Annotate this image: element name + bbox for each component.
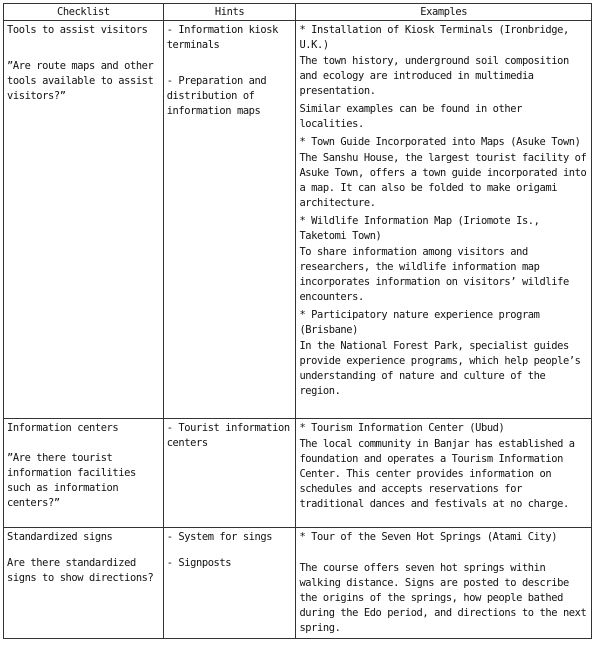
hint-item: - Tourist information centers <box>166 422 290 449</box>
hint-item: - Information kiosk terminals <box>166 24 278 51</box>
example-text: In the National Forest Park, specialist guides provide experience programs, which help people’s understanding of nature and culture of the region. <box>299 340 581 397</box>
checklist-question: Are there standardized signs to show directions? <box>7 557 154 584</box>
example-text: Similar examples can be found in other localities. <box>299 103 522 130</box>
example-text: The Sanshu House, the largest tourist facility of Asuke Town, offers a town guide incorporated into a map. It can also be folded to make origami architecture. <box>299 152 587 209</box>
checklist-question: ”Are there tourist information facilities such as information centers?” <box>7 452 136 509</box>
checklist-cell <box>4 21 164 419</box>
checklist-title: Information centers <box>7 422 119 434</box>
example-text: To share information among visitors and researchers, the wildlife information map incorporates information on visitors’ wildlife encounters. <box>299 246 569 303</box>
checklist-cell <box>4 528 164 639</box>
example-title: * Installation of Kiosk Terminals (Ironbridge, U.K.) <box>299 24 569 51</box>
example-text: The course offers seven hot springs within walking distance. Signs are posted to describe the origins of the springs, how people bathed during the Edo period, and directions to the next spring. <box>299 562 587 634</box>
checklist-table <box>3 3 592 639</box>
header-examples: Examples <box>296 4 592 21</box>
example-title: * Participatory nature experience program (Brisbane) <box>299 309 540 336</box>
examples-cell <box>296 419 592 528</box>
examples-cell <box>296 21 592 419</box>
example-title: * Town Guide Incorporated into Maps (Asuke Town) <box>299 136 581 148</box>
hint-item: - System for sings <box>166 531 273 543</box>
example-text: The local community in Banjar has established a foundation and operates a Tourism Information Center. This center provides information on schedules and accepts reservations for traditional dances and festivals at no charge. <box>299 438 575 510</box>
example-title: * Tourism Information Center (Ubud) <box>299 422 505 434</box>
checklist-title: Standardized signs <box>7 531 113 543</box>
hint-item: - Preparation and distribution of information maps <box>166 75 267 117</box>
hint-item: - Signposts <box>166 557 232 569</box>
checklist-cell <box>4 419 164 528</box>
hints-cell <box>163 419 296 528</box>
table-row <box>4 21 592 419</box>
example-text: The town history, underground soil composition and ecology are introduced in multimedia presentation. <box>299 55 569 97</box>
checklist-question: ”Are route maps and other tools available to assist visitors?” <box>7 60 154 102</box>
hints-cell <box>163 528 296 639</box>
example-title: * Wildlife Information Map (Iriomote Is., Taketomi Town) <box>299 215 540 242</box>
header-row <box>4 4 592 21</box>
header-hints: Hints <box>163 4 296 21</box>
table-row <box>4 528 592 639</box>
table-row <box>4 419 592 528</box>
example-title: * Tour of the Seven Hot Springs (Atami City) <box>299 531 558 543</box>
checklist-title: Tools to assist visitors <box>7 24 148 36</box>
header-checklist: Checklist <box>4 4 164 21</box>
hints-cell <box>163 21 296 419</box>
examples-cell <box>296 528 592 639</box>
